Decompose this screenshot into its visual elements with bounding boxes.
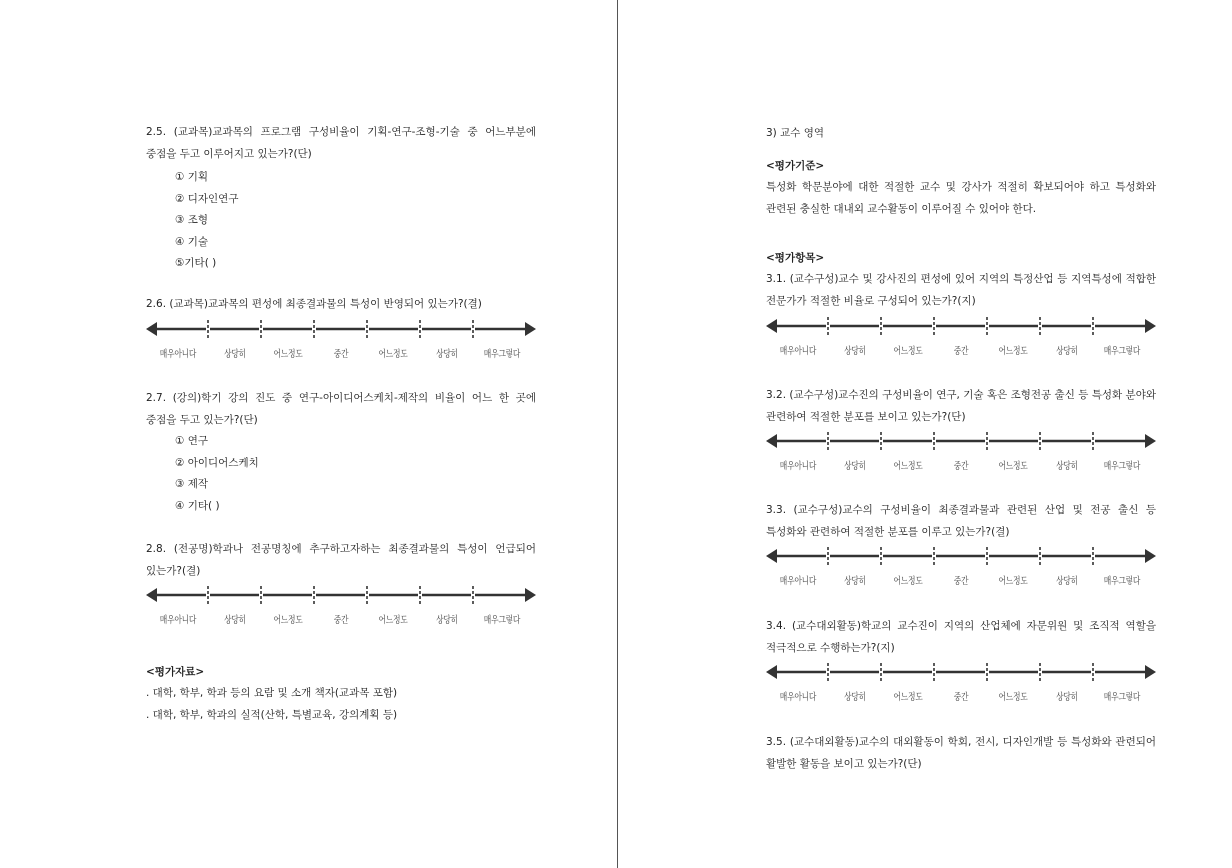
items-heading: <평가항목> <box>766 252 825 264</box>
scale-label: 중간 <box>333 615 349 626</box>
question-text: 3.5. (교수대외활동)교수의 대외활동이 학회, 전시, 디자인개발 등 특성화와 관련되어 활발한 활동을 보이고 있는가?(단) <box>766 736 1156 770</box>
tick-gap <box>1091 664 1095 680</box>
scale-label: 중간 <box>953 576 969 587</box>
tick-gap <box>879 433 883 449</box>
tick-gap <box>312 321 316 337</box>
tick-gap <box>1091 318 1095 334</box>
tick-gap <box>826 318 830 334</box>
question-3-2 <box>766 384 1156 428</box>
tick-gap <box>1038 548 1042 564</box>
scale-label: 매우아니다 <box>159 615 197 626</box>
scale-line <box>146 318 536 342</box>
evaluation-items <box>766 248 1156 312</box>
tick-gap <box>879 318 883 334</box>
section-title-text: 3) 교수 영역 <box>766 127 825 139</box>
scale-label: 매우그렇다 <box>1103 576 1141 587</box>
scale-label: 상당히 <box>224 349 246 360</box>
option: ① 연구 <box>175 435 209 447</box>
rating-scale[interactable] <box>766 545 1156 591</box>
scale-label: 상당히 <box>1056 461 1078 472</box>
scale-label: 매우아니다 <box>159 349 197 360</box>
tick-gap <box>312 587 316 603</box>
section-title <box>766 122 1156 144</box>
scale-line <box>766 430 1156 454</box>
scale-label: 매우아니다 <box>779 576 817 587</box>
tick-gap <box>471 587 475 603</box>
materials-item: . 대학, 학부, 학과의 실적(산학, 특별교육, 강의계획 등) <box>146 709 398 721</box>
scale-label: 어느정도 <box>893 346 923 357</box>
question-text: 2.8. (전공명)학과나 전공명칭에 추구하고자하는 최종결과물의 특성이 언급되어 있는가?(결) <box>146 543 536 577</box>
tick-gap <box>826 664 830 680</box>
question-2-5 <box>146 121 536 275</box>
evaluation-materials <box>146 662 536 726</box>
tick-gap <box>1038 664 1042 680</box>
scale-label: 매우그렇다 <box>483 349 521 360</box>
scale-label: 상당히 <box>844 692 866 703</box>
scale-label: 매우아니다 <box>779 461 817 472</box>
materials-item: . 대학, 학부, 학과 등의 요람 및 소개 책자(교과목 포함) <box>146 687 398 699</box>
question-2-6 <box>146 293 536 315</box>
scale-line <box>766 315 1156 339</box>
option: ④ 기타( ) <box>175 499 220 512</box>
scale-label: 중간 <box>953 461 969 472</box>
tick-gap <box>365 587 369 603</box>
scale-label: 매우그렇다 <box>1103 692 1141 703</box>
scale-label: 중간 <box>333 349 349 360</box>
rating-scale[interactable] <box>766 661 1156 707</box>
tick-gap <box>879 664 883 680</box>
left-arrow-icon <box>766 319 777 333</box>
question-3-3 <box>766 499 1156 543</box>
rating-scale[interactable] <box>146 318 536 364</box>
tick-gap <box>1038 433 1042 449</box>
scale-label: 어느정도 <box>378 349 408 360</box>
scale-label: 어느정도 <box>998 576 1028 587</box>
tick-gap <box>932 548 936 564</box>
tick-gap <box>471 321 475 337</box>
question-text: 2.7. (강의)학기 강의 진도 중 연구-아이디어스케치-제작의 비율이 어느 한 곳에 중점을 두고 있는가?(단) <box>146 392 536 426</box>
scale-label: 어느정도 <box>893 461 923 472</box>
question-text: 2.5. (교과목)교과목의 프로그램 구성비율이 기획-연구-조형-기술 중 어느부분에 중점을 두고 이루어지고 있는가?(단) <box>146 126 536 160</box>
left-arrow-icon <box>766 665 777 679</box>
left-page <box>146 0 536 868</box>
left-arrow-icon <box>766 434 777 448</box>
tick-gap <box>826 548 830 564</box>
tick-gap <box>259 587 263 603</box>
tick-gap <box>1038 318 1042 334</box>
scale-label: 매우아니다 <box>779 346 817 357</box>
scale-label: 상당히 <box>1056 576 1078 587</box>
right-arrow-icon <box>1145 549 1156 563</box>
scale-label: 상당히 <box>844 576 866 587</box>
scale-label: 중간 <box>953 346 969 357</box>
left-arrow-icon <box>766 549 777 563</box>
tick-gap <box>206 321 210 337</box>
right-arrow-icon <box>525 588 536 602</box>
question-text: 3.3. (교수구성)교수의 구성비율이 최종결과물과 관련된 산업 및 전공 출신 등 특성화와 관련하여 적절한 분포를 이루고 있는가?(결) <box>766 504 1156 538</box>
right-page <box>766 0 1156 868</box>
tick-gap <box>879 548 883 564</box>
scale-line <box>766 545 1156 569</box>
option: ⑤기타( ) <box>175 257 217 269</box>
question-text: 2.6. (교과목)교과목의 편성에 최종결과물의 특성이 반영되어 있는가?(결) <box>146 298 482 310</box>
option: ② 디자인연구 <box>175 192 239 205</box>
tick-gap <box>365 321 369 337</box>
scale-label: 어느정도 <box>273 349 303 360</box>
page-divider <box>617 0 618 868</box>
scale-label: 어느정도 <box>273 615 303 626</box>
rating-scale[interactable] <box>146 584 536 630</box>
evaluation-criteria <box>766 156 1156 220</box>
tick-gap <box>259 321 263 337</box>
scale-label: 상당히 <box>1056 692 1078 703</box>
tick-gap <box>985 433 989 449</box>
tick-gap <box>985 548 989 564</box>
scale-label: 상당히 <box>224 615 246 626</box>
right-arrow-icon <box>525 322 536 336</box>
criteria-text: 특성화 학문분야에 대한 적절한 교수 및 강사가 적절히 확보되어야 하고 특성화와 관련된 충실한 대내외 교수활동이 이루어질 수 있어야 한다. <box>766 181 1156 215</box>
question-3-5 <box>766 731 1156 775</box>
scale-label: 상당히 <box>436 615 458 626</box>
materials-heading: <평가자료> <box>146 666 205 678</box>
scale-label: 상당히 <box>436 349 458 360</box>
question-text: 3.2. (교수구성)교수진의 구성비율이 연구, 기술 혹은 조형전공 출신 등 특성화 분야와 관련하여 적절한 분포를 보이고 있는가?(단) <box>766 389 1156 423</box>
question-2-7 <box>146 387 536 517</box>
tick-gap <box>932 664 936 680</box>
tick-gap <box>418 321 422 337</box>
scale-label: 중간 <box>953 692 969 703</box>
option: ④ 기술 <box>175 235 209 248</box>
rating-scale[interactable] <box>766 315 1156 361</box>
tick-gap <box>1091 433 1095 449</box>
right-arrow-icon <box>1145 434 1156 448</box>
scale-label: 어느정도 <box>998 692 1028 703</box>
scale-label: 어느정도 <box>998 346 1028 357</box>
scale-label: 어느정도 <box>378 615 408 626</box>
tick-gap <box>985 318 989 334</box>
criteria-heading: <평가기준> <box>766 160 825 172</box>
tick-gap <box>418 587 422 603</box>
left-arrow-icon <box>146 322 157 336</box>
option: ② 아이디어스케치 <box>175 456 259 469</box>
scale-line <box>146 584 536 608</box>
right-arrow-icon <box>1145 319 1156 333</box>
scale-label: 매우그렇다 <box>1103 461 1141 472</box>
question-text: 3.4. (교수대외활동)학교의 교수진이 지역의 산업체에 자문위원 및 조직적 역할을 적극적으로 수행하는가?(지) <box>766 620 1156 654</box>
question-2-8 <box>146 538 536 582</box>
option: ③ 조형 <box>175 214 209 226</box>
scale-label: 어느정도 <box>893 692 923 703</box>
tick-gap <box>932 318 936 334</box>
tick-gap <box>1091 548 1095 564</box>
scale-label: 상당히 <box>844 346 866 357</box>
scale-label: 상당히 <box>1056 346 1078 357</box>
scale-line <box>766 661 1156 685</box>
tick-gap <box>985 664 989 680</box>
left-arrow-icon <box>146 588 157 602</box>
question-3-4 <box>766 615 1156 659</box>
scale-label: 매우아니다 <box>779 692 817 703</box>
option: ① 기획 <box>175 171 209 183</box>
scale-label: 상당히 <box>844 461 866 472</box>
tick-gap <box>826 433 830 449</box>
tick-gap <box>932 433 936 449</box>
option: ③ 제작 <box>175 478 209 490</box>
scale-label: 매우그렇다 <box>1103 346 1141 357</box>
tick-gap <box>206 587 210 603</box>
scale-label: 어느정도 <box>893 576 923 587</box>
scale-label: 어느정도 <box>998 461 1028 472</box>
question-3-1: 3.1. (교수구성)교수 및 강사진의 편성에 있어 지역의 특정산업 등 지역특성에 적합한 전문가가 적절한 비율로 구성되어 있는가?(지) <box>766 273 1156 307</box>
scale-label: 매우그렇다 <box>483 615 521 626</box>
right-arrow-icon <box>1145 665 1156 679</box>
rating-scale[interactable] <box>766 430 1156 476</box>
